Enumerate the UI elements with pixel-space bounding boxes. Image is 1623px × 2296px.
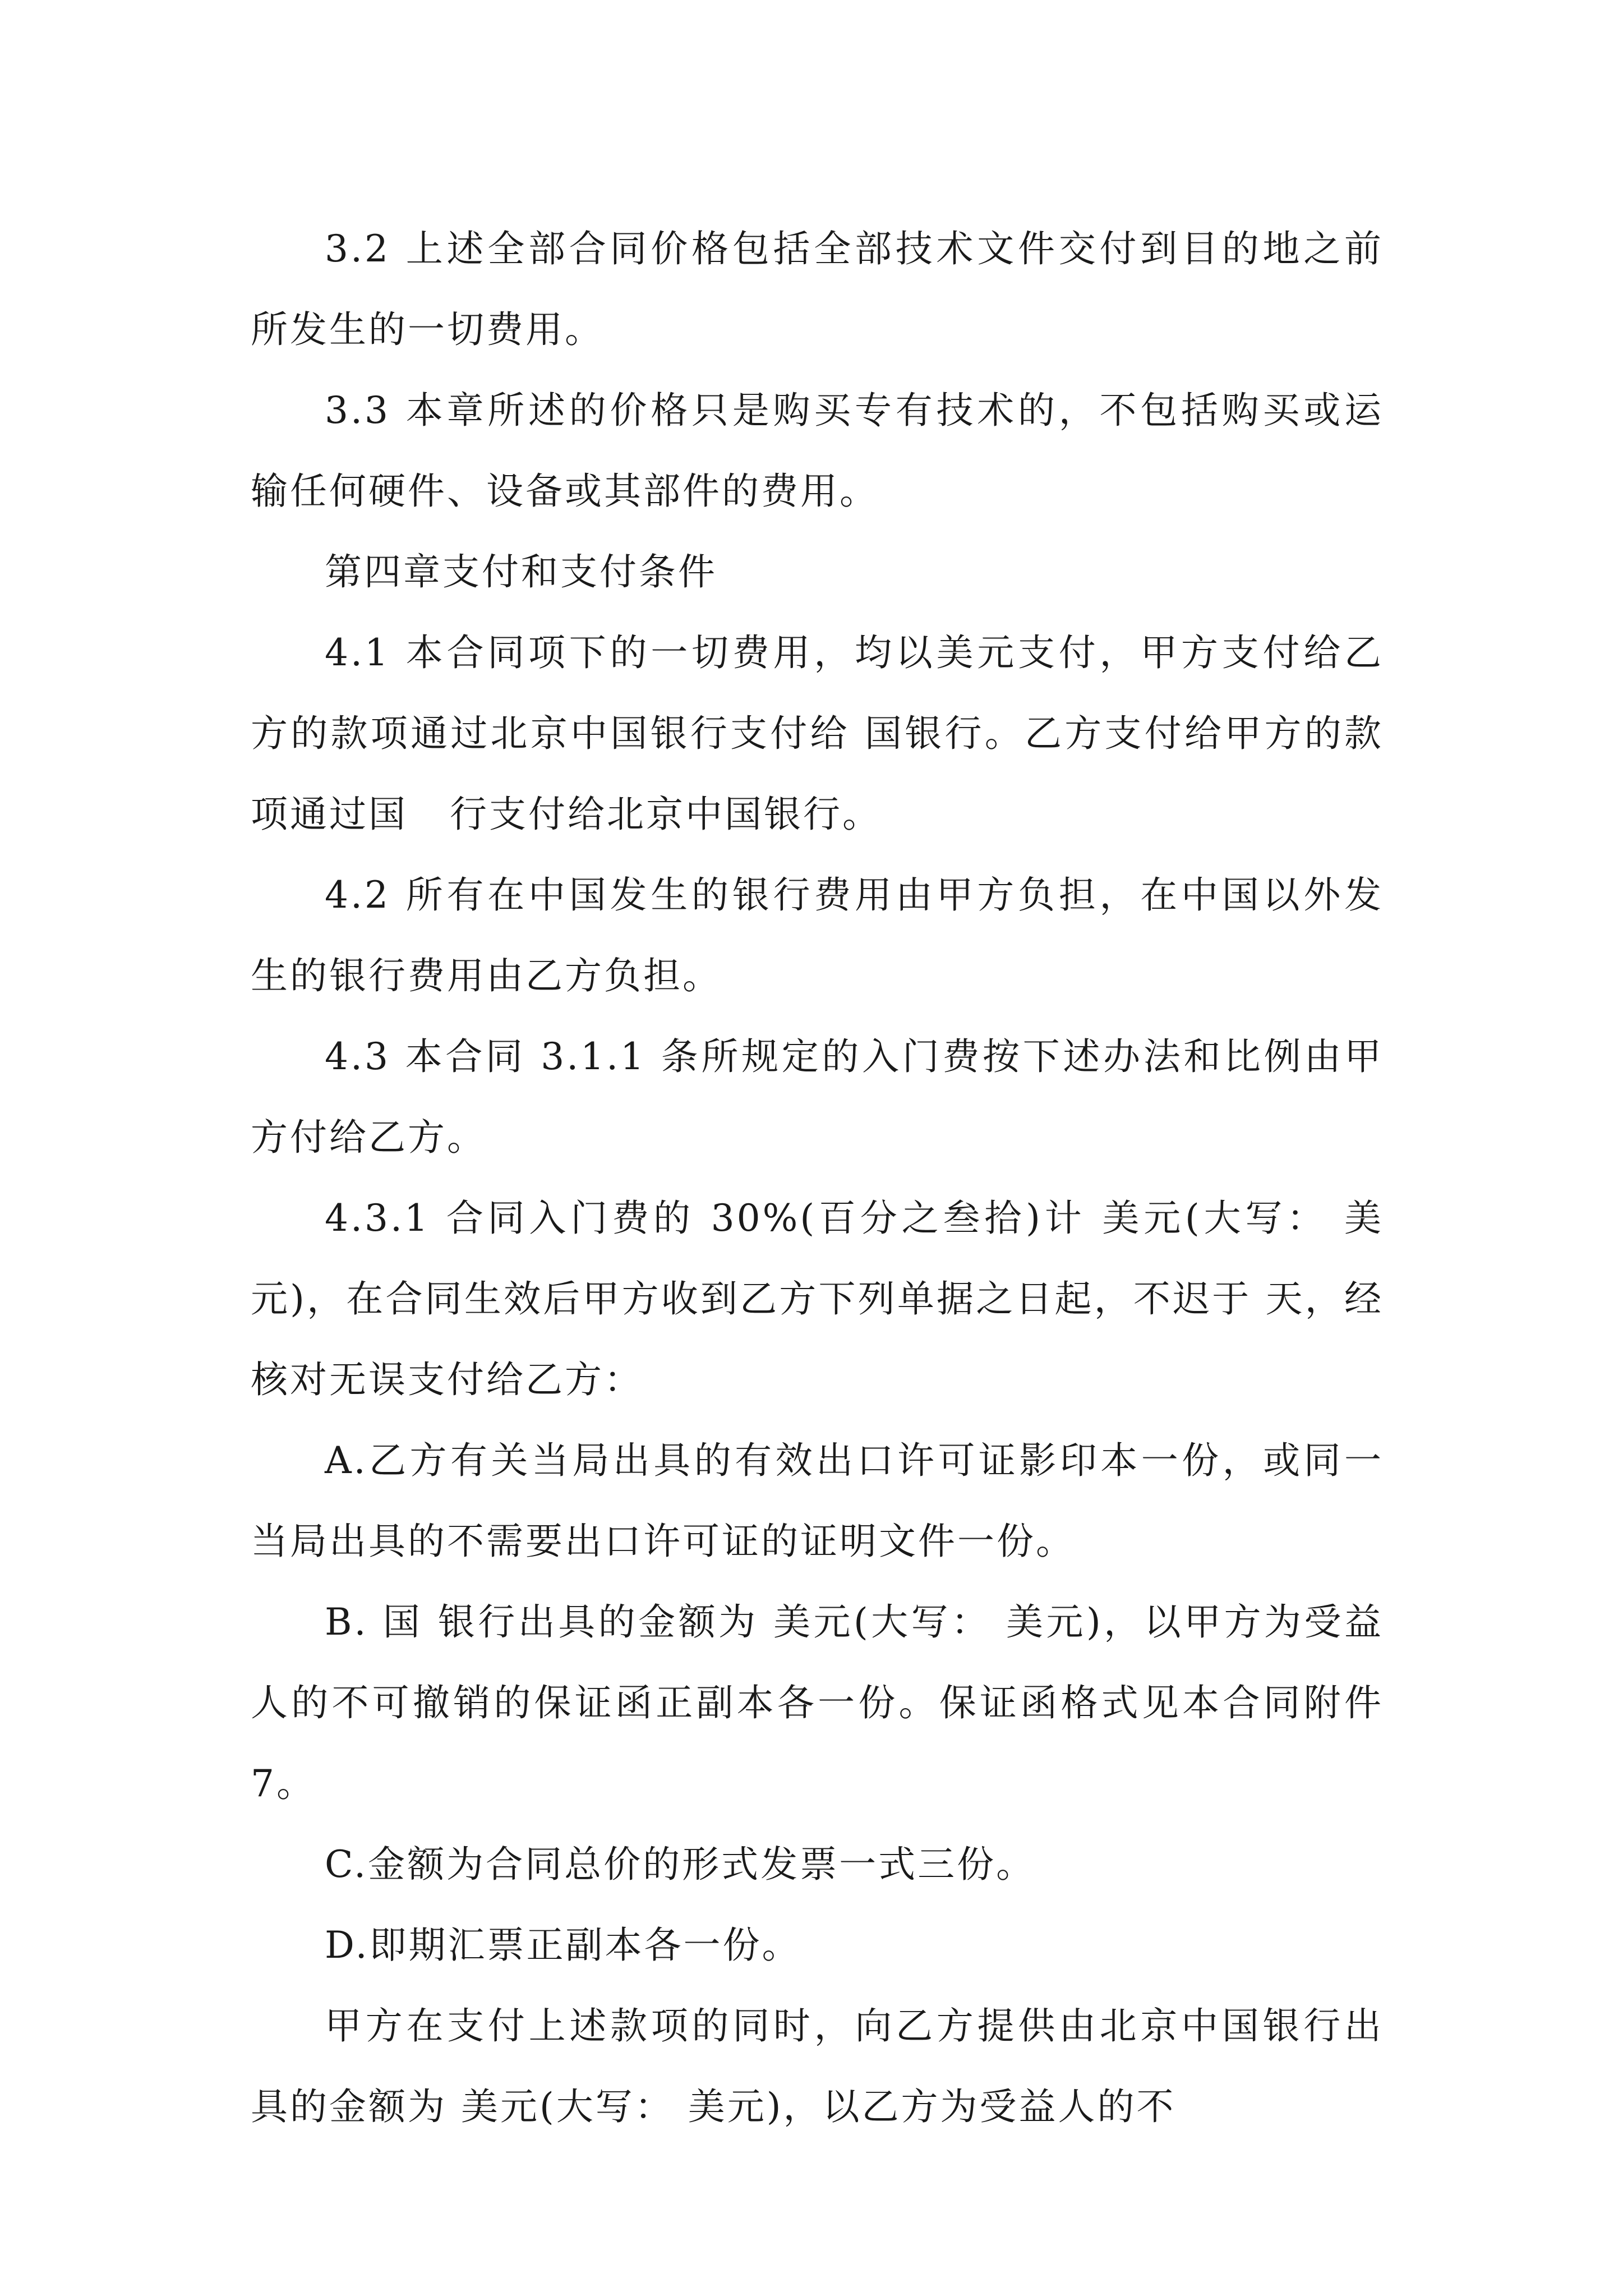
paragraph-4-3-1: 4.3.1 合同入门费的 30%(百分之叁拾)计 美元(大写： 美元)，在合同生效后甲方收到乙方下列单据之日起，不迟于 天，经核对无误支付给乙方： [251, 1197, 1384, 1401]
chapter-4-heading: 第四章支付和支付条件 [325, 550, 717, 593]
item-c: C.金额为合同总价的形式发票一式三份。 [325, 1843, 1036, 1886]
paragraph-4-2: 4.2 所有在中国发生的银行费用由甲方负担，在中国以外发生的银行费用由乙方负担。 [251, 873, 1384, 997]
paragraph-4-3: 4.3 本合同 3.1.1 条所规定的入门费按下述办法和比例由甲方付给乙方。 [251, 1035, 1384, 1159]
paragraph-party-a-payment: 甲方在支付上述款项的同时，向乙方提供由北京中国银行出具的金额为 美元(大写： 美元)，以乙方为受益人的不 [251, 2004, 1384, 2128]
item-b: B. 国 银行出具的金额为 美元(大写： 美元)，以甲方为受益人的不可撤销的保证函正副本各一份。保证函格式见本合同附件 7。 [251, 1600, 1398, 1805]
paragraph-3-3: 3.3 本章所述的价格只是购买专有技术的，不包括购买或运输任何硬件、设备或其部件的费用。 [251, 389, 1384, 513]
contract-body [251, 209, 1398, 2147]
paragraph-4-1: 4.1 本合同项下的一切费用，均以美元支付，甲方支付给乙方的款项通过北京中国银行支付给 国银行。乙方支付给甲方的款项通过国 行支付给北京中国银行。 [251, 631, 1384, 836]
paragraph-3-2: 3.2 上述全部合同价格包括全部技术文件交付到目的地之前所发生的一切费用。 [251, 227, 1384, 351]
item-a: A.乙方有关当局出具的有效出口许可证影印本一份，或同一当局出具的不需要出口许可证的证明文件一份。 [251, 1439, 1384, 1563]
item-d: D.即期汇票正副本各一份。 [325, 1924, 801, 1967]
